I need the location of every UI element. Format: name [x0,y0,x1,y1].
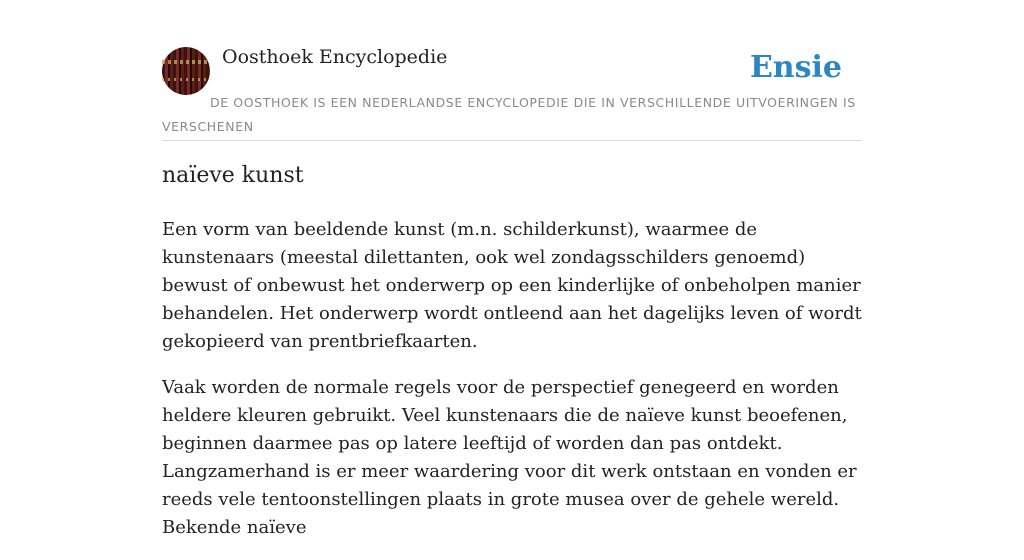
encyclopedia-books-icon[interactable] [162,47,210,95]
site-header [162,44,862,141]
article-paragraph: Een vorm van beeldende kunst (m.n. schilderkunst), waarmee de kunstenaars (meestal dilettanten, ook wel zondagsschilders genoemd) bewust of onbewust het onderwerp op een kinderlijke of onbeholpen manier behandelen. Het onderwerp wordt ontleend aan het dagelijks leven of wordt gekopieerd van prentbriefkaarten. [162,219,862,352]
article-title: naïeve kunst [162,163,304,188]
site-tagline: DE OOSTHOEK IS EEN NEDERLANDSE ENCYCLOPEDIE DIE IN VERSCHILLENDE UITVOERINGEN IS VERSCHENEN [162,95,856,134]
site-name-link[interactable]: Oosthoek Encyclopedie [222,46,448,68]
article-body [162,216,866,560]
article-paragraph: Vaak worden de normale regels voor de perspectief genegeerd en worden heldere kleuren gebruikt. Veel kunstenaars die de naïeve kunst beoefenen, beginnen daarmee pas op latere leeftijd of worden dan pas ontdekt. Langzamerhand is er meer waardering voor dit werk ontstaan en vonden er reeds vele tentoonstellingen plaats in grote musea over de gehele wereld. Bekende naïeve [162,377,857,538]
ensie-logo-link[interactable]: Ensie [749,50,842,85]
